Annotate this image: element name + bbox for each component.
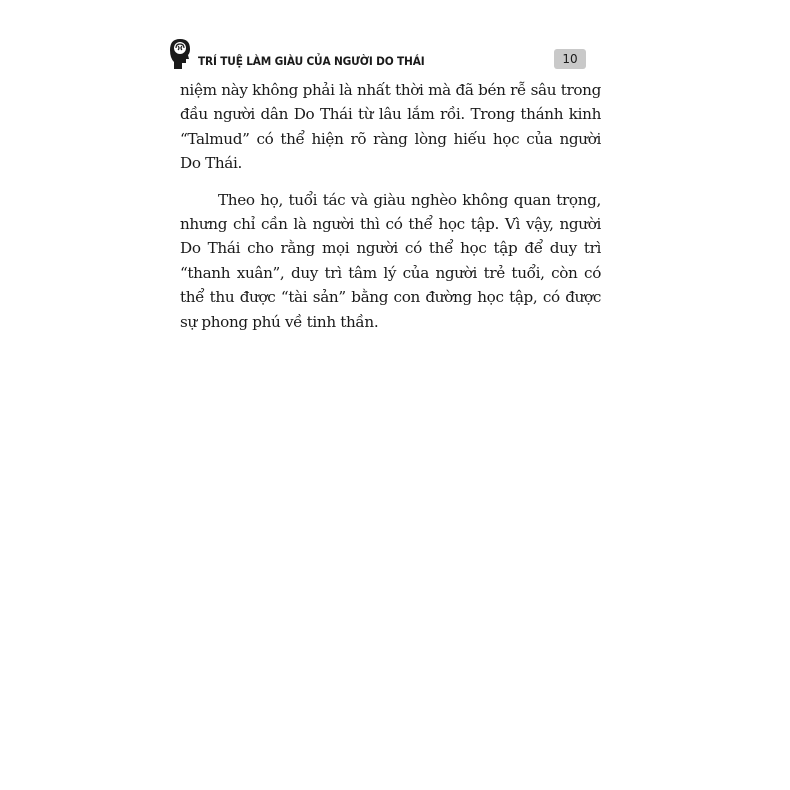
page-number-badge: 10 xyxy=(554,49,586,69)
head-brain-icon xyxy=(168,36,192,70)
header-title: TRÍ TUỆ LÀM GIÀU CỦA NGƯỜI DO THÁI xyxy=(198,54,425,68)
running-header xyxy=(168,36,588,70)
body-text xyxy=(180,78,601,334)
paragraph: niệm này không phải là nhất thời mà đã bén rễ sâu trong đầu người dân Do Thái từ lâu lắm rồi. Trong thánh kinh “Talmud” có thể hiện rõ ràng lòng hiếu học của người Do Thái. xyxy=(180,81,601,173)
paragraph: Theo họ, tuổi tác và giàu nghèo không quan trọng, nhưng chỉ cần là người thì có thể học tập. Vì vậy, người Do Thái cho rằng mọi người có thể học tập để duy trì “thanh xuân”, duy trì tâm lý của người trẻ tuổi, còn có thể thu được “tài sản” bằng con đường học tập, có được sự phong phú về tinh thần. xyxy=(180,190,601,331)
